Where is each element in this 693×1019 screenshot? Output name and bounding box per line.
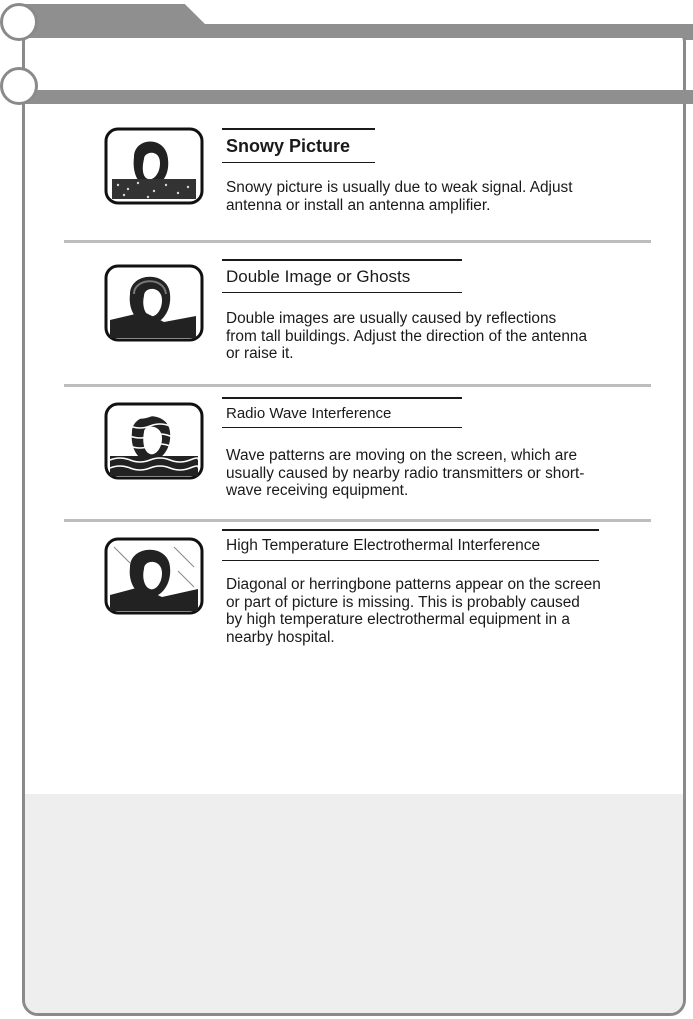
header-bar-2-overlay [22, 90, 693, 104]
description-line: from tall buildings. Adjust the direction of the antenna [226, 327, 588, 345]
footer-panel [25, 794, 683, 1013]
section-title: High Temperature Electrothermal Interference [226, 536, 541, 554]
description-line: Double images are usually caused by reflections [226, 310, 557, 327]
description-line: wave receiving equipment. [226, 482, 409, 499]
description-line: Diagonal or herringbone patterns appear on the screen [226, 576, 601, 593]
section-description [226, 179, 676, 214]
section-title-box [222, 128, 375, 163]
section-title-box [222, 529, 599, 561]
header-tab-1 [22, 4, 207, 26]
section-divider [64, 519, 651, 522]
section-description [226, 310, 676, 363]
description-line: usually caused by nearby radio transmitters or short- [226, 464, 585, 482]
tv-snowy-picture-icon [104, 127, 204, 205]
description-line: Wave patterns are moving on the screen, which are [226, 447, 578, 464]
description-line: or raise it. [226, 345, 294, 362]
section-title: Radio Wave Interference [226, 404, 392, 422]
section-title-box [222, 397, 462, 428]
tv-wave-interference-icon [104, 402, 204, 480]
description-line: by high temperature electrothermal equipment in a [226, 611, 570, 628]
section-title: Double Image or Ghosts [226, 266, 411, 286]
section-title-box [222, 259, 462, 293]
description-line: or part of picture is missing. This is probably caused [226, 593, 580, 611]
description-line: Snowy picture is usually due to weak signal. Adjust [226, 179, 573, 196]
description-line: antenna or install an antenna amplifier. [226, 196, 491, 214]
header-circle-1 [0, 3, 38, 41]
description-line: nearby hospital. [226, 628, 335, 646]
header-bar-1-overlay [22, 24, 693, 38]
header-circle-2 [0, 67, 38, 105]
tv-electrothermal-interference-icon [104, 537, 204, 615]
section-description [226, 576, 676, 646]
section-description [226, 447, 676, 500]
section-divider [64, 240, 651, 243]
section-title: Snowy Picture [226, 135, 351, 156]
section-divider [64, 384, 651, 387]
tv-ghost-image-icon [104, 264, 204, 342]
